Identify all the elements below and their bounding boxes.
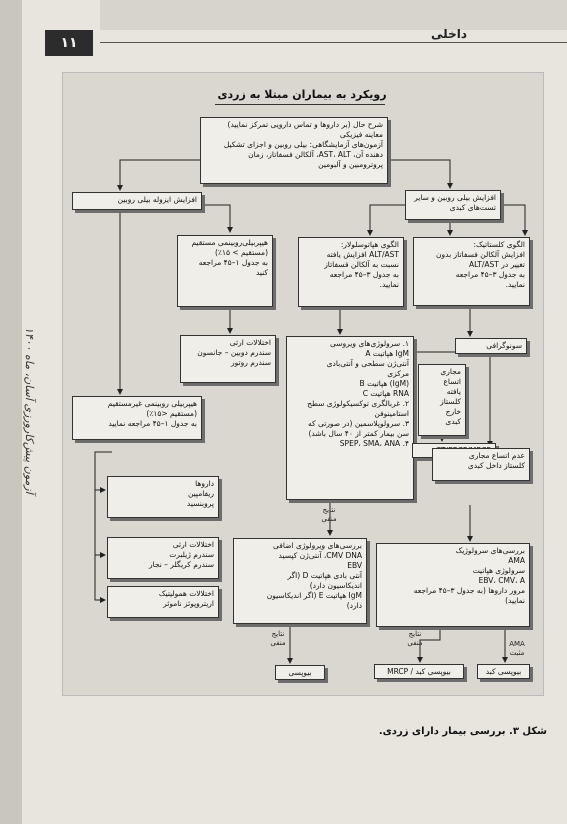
- negative-results-label-3: نتایج منفی: [407, 630, 423, 647]
- direct-hyperbilirubinemia-box: هیپربیلی‌روبینمی مستقیم (مستقیم > ۱۵٪) به جدول ۱–۴۵ مراجعه کنید: [177, 235, 273, 307]
- hereditary-disorders-2-box: اختلالات ارثی سندرم ژیلبرت سندرم کریگلر – نجار: [107, 537, 219, 579]
- negative-results-label-2: نتایج منفی: [270, 630, 286, 647]
- drugs-box: داروها ریفامپین پروبنسید: [107, 476, 219, 518]
- history-exam-box: شرح حال (بر داروها و تماس دارویی تمرکز نمایید) معاینه فیزیکی آزمون‌های آزمایشگاهی: بیلی روبین و اجزای تشکیل دهنده آن، AST، ALT، آلکالن فسفاتاز، زمان پروترومبین و آلبومین: [200, 117, 388, 184]
- bilirubin-and-lft-box: افزایش بیلی روبین و سایر تست‌های کبدی: [405, 190, 501, 220]
- ama-positive-label: AMA مثبت: [509, 640, 525, 657]
- indirect-hyperbilirubinemia-box: هیپربیلی روبینمی غیرمستقیم (مستقیم <۱۵٪) به جدول ۱–۴۵ مراجعه نمایید: [72, 396, 202, 440]
- negative-results-label-1: نتایج منفی: [321, 506, 337, 523]
- page-number: ۱۱: [45, 30, 93, 56]
- ultrasound-box: سونوگرافی: [455, 338, 527, 354]
- hepatocellular-pattern-box: الگوی هپاتوسلولار: ALT/AST افزایش یافته نسبت به آلکالن فسفاتاز به جدول ۳–۴۵ مراجعه نمایید.: [298, 237, 404, 307]
- dilated-ducts-box: مجاری اتساع یافته کلستاز خارج کبدی: [418, 364, 466, 436]
- section-title: داخلی: [431, 27, 467, 41]
- liver-biopsy-box: بیوپسی کبد: [477, 664, 530, 679]
- hemolytic-disorders-box: اختلالات همولیتیک اریتروپوئز ناموثر: [107, 586, 219, 618]
- hereditary-disorders-box: اختلالات ارثی سندرم دوبین – جانسون سندرم روتور: [180, 335, 276, 383]
- figure-title: رویکرد به بیماران مبتلا به زردی: [217, 88, 387, 101]
- mrcp-biopsy-box: بیوپسی کبد / MRCP: [374, 664, 464, 679]
- serology-tests-box: ۱. سرولوژی‌های ویروسی IgM هپاتیت A آنتی‌ژن سطحی و آنتی‌بادی مرکزی (IgM) هپاتیت B RNA هپاتیت C ۲. غربالگری توکسیکولوژی سطح استامینوفن ۳. سرولوپلاسمین (در صورتی که سن بیمار کمتر از ۴۰ سال باشد) ۴. SPEP، SMA، ANA: [286, 336, 414, 500]
- biopsy-box: بیوپسی: [275, 665, 325, 680]
- figure-caption: شکل ۳. بررسی بیمار دارای زردی.: [378, 726, 547, 737]
- extra-virology-box: بررسی‌های ویرولوژی اضافی CMV DNA، آنتی‌ژن کپسید EBV آنتی بادی هپاتیت D (اگر اندیکاسیون دارد) IgM هپاتیت E (اگر اندیکاسیون دارد): [233, 538, 367, 624]
- isolated-bilirubin-box: افزایش ایزوله بیلی روبین: [72, 192, 202, 210]
- cholestatic-serology-box: بررسی‌های سرولوژیک AMA سرولوژی هپاتیت EBV، CMV، A مرور داروها (به جدول ۳–۴۵ مراجعه نمایید): [376, 543, 530, 627]
- cholestatic-pattern-box: الگوی کلستاتیک: افزایش آلکالن فسفاتاز بدون تغییر در ALT/AST به جدول ۳–۴۵ مراجعه نمایید.: [413, 237, 530, 306]
- no-dilation-box: عدم اتساع مجاری کلستاز داخل کبدی: [432, 448, 530, 481]
- handwritten-side-note: آزمون پیش‌کارورزی آسان، ماه ۱۴۰۰: [23, 326, 36, 494]
